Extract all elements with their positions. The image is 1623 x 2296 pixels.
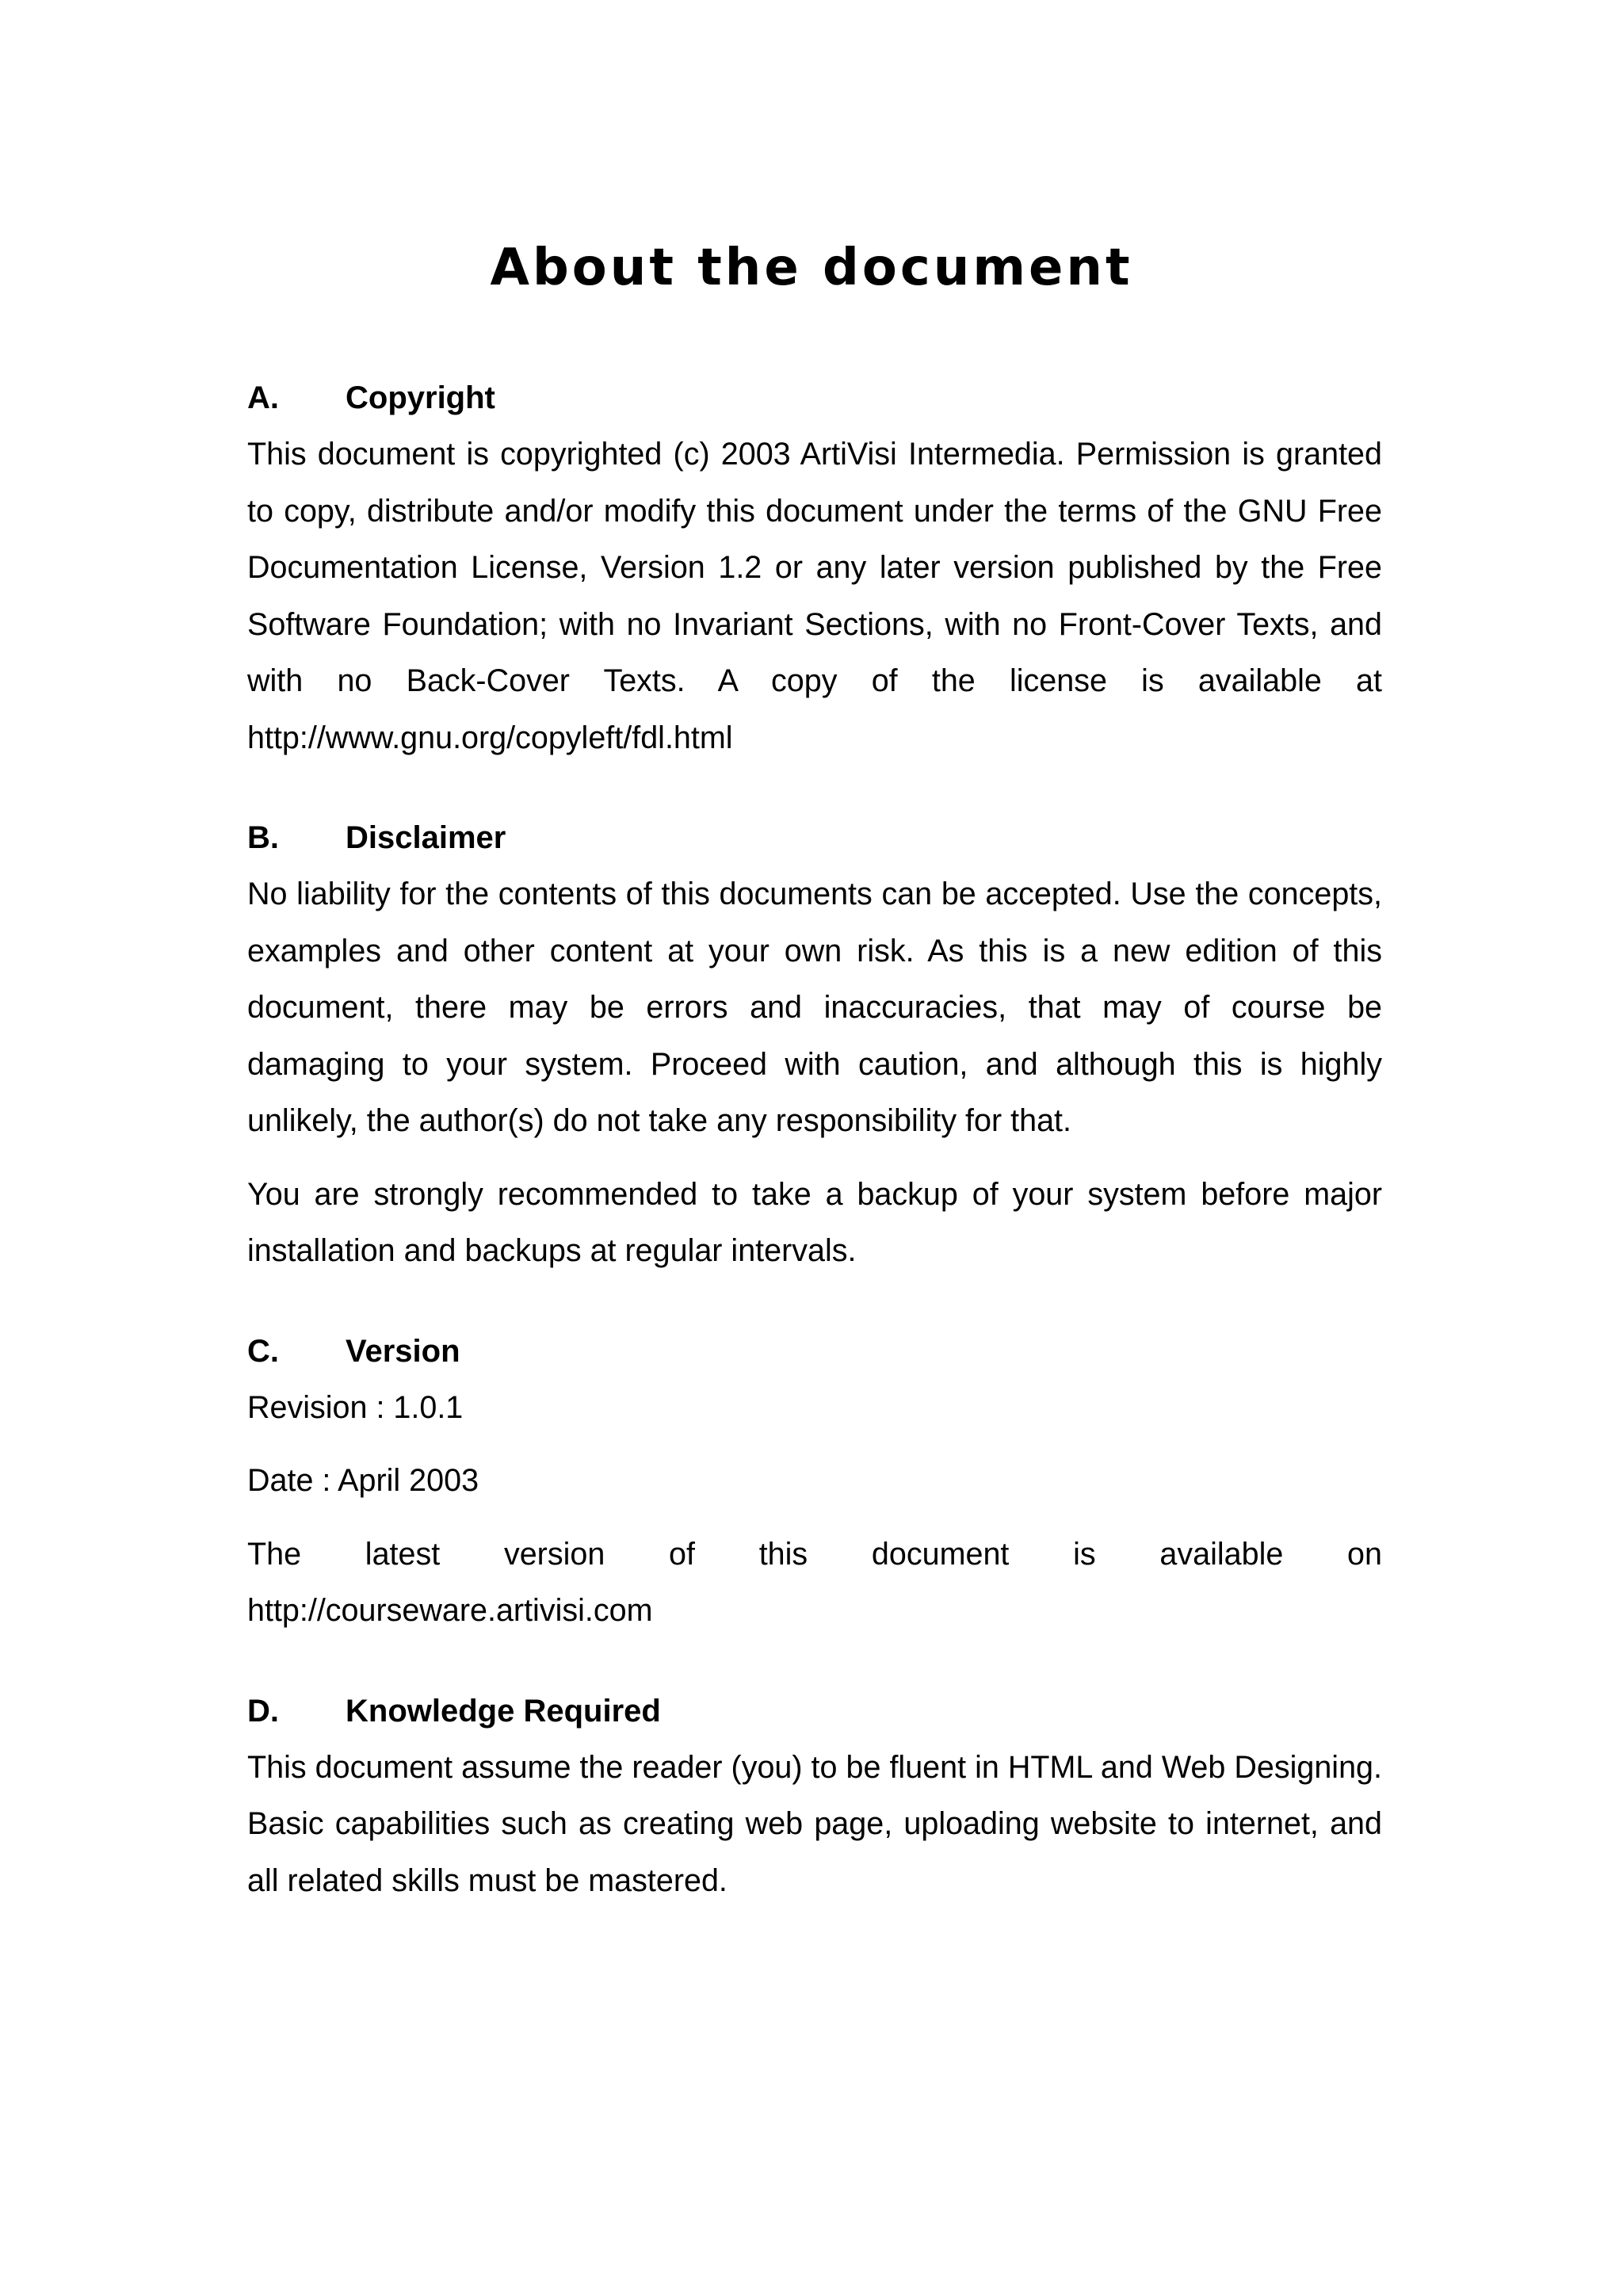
- page-title: About the document: [490, 239, 1133, 297]
- copyright-paragraph: This document is copyrighted (c) 2003 ArtiVisi Intermedia. Permission is granted to copy, distribute and/or modify this document under the terms of the GNU Free Documentation License, Version 1.2 or any later version published by the Free Software Foundation; with no Invariant Sections, with no Front-Cover Texts, and with no Back-Cover Texts. A copy of the license is available at http://www.gnu.org/copyleft/fdl.html: [247, 437, 1382, 755]
- section-title: Disclaimer: [346, 820, 506, 855]
- section-heading: [247, 377, 1382, 418]
- section-disclaimer: [247, 817, 1382, 1280]
- section-copyright: [247, 377, 1382, 766]
- backup-paragraph: You are strongly recommended to take a backup of your system before major installation and backups at regular intervals.: [247, 1176, 1382, 1268]
- section-heading: [247, 817, 1382, 858]
- section-heading: [247, 1690, 1382, 1732]
- document-body: [247, 377, 1382, 1909]
- courseware-url: http://courseware.artivisi.com: [247, 1593, 653, 1628]
- section-version: [247, 1331, 1382, 1640]
- section-heading: [247, 1331, 1382, 1372]
- section-letter: A.: [247, 380, 279, 415]
- section-knowledge-required: [247, 1690, 1382, 1910]
- section-letter: C.: [247, 1333, 279, 1369]
- knowledge-paragraph: This document assume the reader (you) to be fluent in HTML and Web Designing. Basic capabilities such as creating web page, uploading website to internet, and all related skills must be mastered.: [247, 1749, 1382, 1898]
- date-line: Date : April 2003: [247, 1463, 479, 1498]
- section-title: Copyright: [346, 380, 495, 415]
- section-letter: D.: [247, 1693, 279, 1729]
- latest-version-line: The latest version of this document is available on: [247, 1536, 1382, 1572]
- section-title: Knowledge Required: [346, 1693, 661, 1729]
- revision-line: Revision : 1.0.1: [247, 1389, 464, 1425]
- section-letter: B.: [247, 820, 279, 855]
- disclaimer-paragraph: No liability for the contents of this documents can be accepted. Use the concepts, examples and other content at your own risk. As this is a new edition of this document, there may be errors and inaccuracies, that may of course be damaging to your system. Proceed with caution, and although this is highly unlikely, the author(s) do not take any responsibility for that.: [247, 877, 1382, 1138]
- section-title: Version: [346, 1333, 460, 1369]
